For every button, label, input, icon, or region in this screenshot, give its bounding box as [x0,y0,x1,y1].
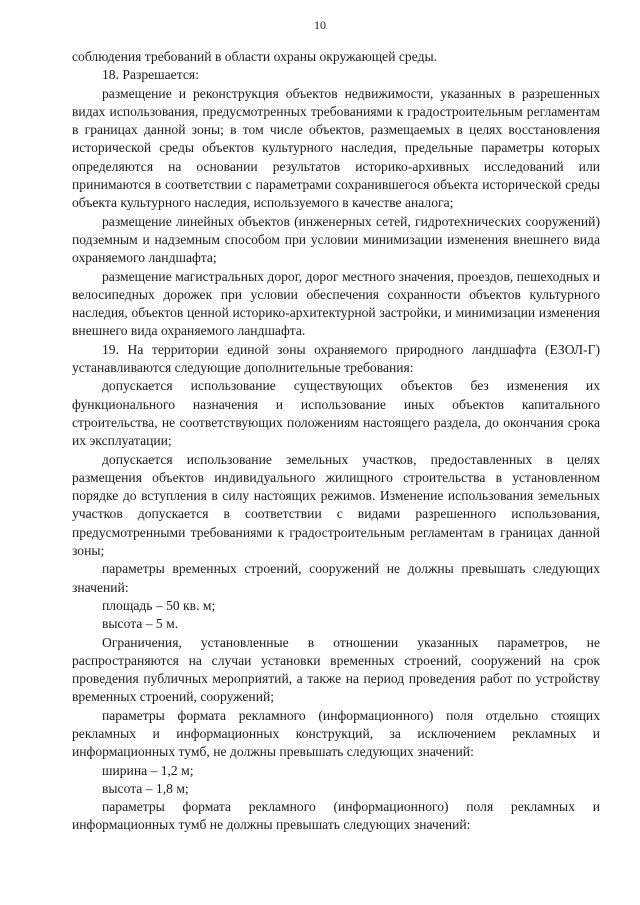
dimension-item: высота – 1,8 м; [102,780,189,796]
dimension-item: высота – 5 м. [102,616,179,632]
page-number: 10 [314,18,326,32]
paragraph: соблюдения требований в области охраны окружающей среды. [72,49,438,64]
paragraph: размещение линейных объектов (инженерных сетей, гидротехнических сооружений) подземным и надземным способом при условии минимизации изменения внешнего вида охраняемого ландшафта; [72,213,600,266]
paragraph: размещение магистральных дорог, дорог местного значения, проездов, пешеходных и велосипедных дорожек при условии обеспечения сохранности объектов культурного наследия, объектов ценной историко-архитектурной застройки, и минимизации изменения внешнего вида охраняемого ландшафта. [72,268,600,339]
paragraph: 19. На территории единой зоны охраняемого природного ландшафта (ЕЗОЛ-Г) устанавливаются следующие дополнительные требования: [72,341,600,376]
paragraph: параметры временных строений, сооружений не должны превышать следующих значений: [72,561,600,595]
paragraph: допускается использование земельных участков, предоставленных в целях размещения объектов индивидуального жилищного строительства в установленном порядке до вступления в силу настоящих режимов. Изменение использования земельных участков допускается в соответствии с видами разрешенного использования, предусмотренными требованиями к градостроительным регламентам в границах данной зоны; [72,451,600,559]
paragraph: параметры формата рекламного (информационного) поля рекламных и информационных тумб не должны превышать следующих значений: [72,799,600,833]
dimension-item: площадь – 50 кв. м; [102,597,216,613]
dimension-item: ширина – 1,2 м; [102,762,194,778]
paragraph: 18. Разрешается: [102,67,199,83]
paragraph: допускается использование существующих объектов без изменения их функционального назначения и использование иных объектов капитального строительства, не соответствующих положениям настоящего раздела, до окончания срока их эксплуатации; [72,378,600,449]
document-body [72,48,600,835]
paragraph: размещение и реконструкция объектов недвижимости, указанных в разрешенных видах использования, предусмотренных требованиями к градостроительным регламентам в границах данной зоны; в том числе объектов, размещаемых в целях восстановления исторической среды объектов культурного наследия, предельные параметры которых определяются на основании результатов историко-архивных исследований или принимаются в соответствии с параметрами сохранившегося объекта исторической среды объекта культурного наследия, используемого в качестве аналога; [72,85,600,211]
paragraph: Ограничения, установленные в отношении указанных параметров, не распространяются на случаи установки временных строений, сооружений на срок проведения публичных мероприятий, а также на период проведения работ по устройству временных строений, сооружений; [72,634,600,705]
paragraph: параметры формата рекламного (информационного) поля отдельно стоящих рекламных и информационных конструкций, за исключением рекламных и информационных тумб, не должны превышать следующих значений: [72,707,600,760]
